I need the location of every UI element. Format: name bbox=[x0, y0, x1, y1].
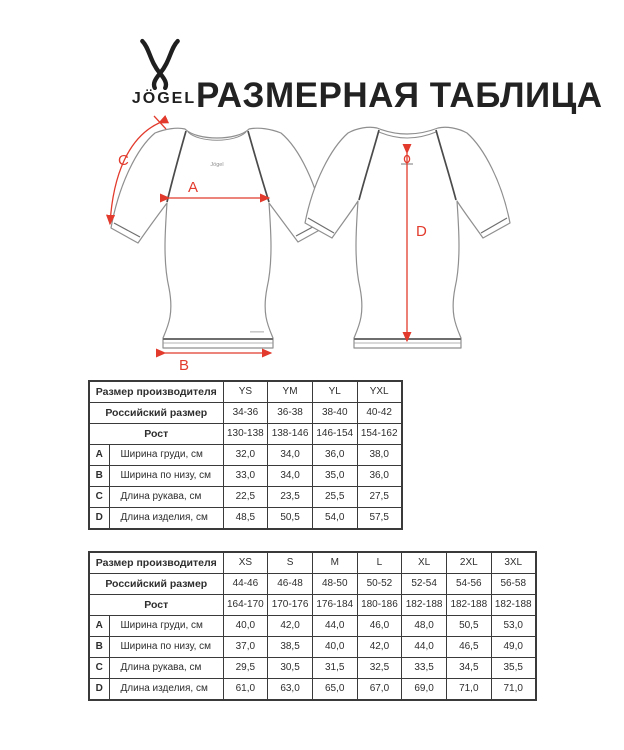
measure-value-cell: 57,5 bbox=[357, 508, 402, 530]
size-table-youth bbox=[88, 380, 403, 530]
measure-value-cell: 54,0 bbox=[312, 508, 357, 530]
header-value-cell: 182-188 bbox=[491, 595, 536, 616]
header-value-cell: 180-186 bbox=[357, 595, 402, 616]
header-value-cell: YXL bbox=[357, 381, 402, 403]
measure-value-cell: 40,0 bbox=[312, 637, 357, 658]
measure-value-cell: 34,0 bbox=[268, 466, 313, 487]
measure-value-cell: 34,5 bbox=[446, 658, 491, 679]
measure-value-cell: 33,5 bbox=[402, 658, 447, 679]
header-value-cell: 34-36 bbox=[223, 403, 268, 424]
header-value-cell: L bbox=[357, 552, 402, 574]
page-title: РАЗМЕРНАЯ ТАБЛИЦА bbox=[196, 76, 603, 116]
measure-label-B: B bbox=[179, 357, 190, 374]
header-value-cell: 48-50 bbox=[312, 574, 357, 595]
header-value-cell: 50-52 bbox=[357, 574, 402, 595]
measure-label-cell: Ширина груди, см bbox=[109, 616, 223, 637]
brand-wordmark: JÖGEL bbox=[131, 90, 197, 107]
header-row-label: Размер производителя bbox=[89, 552, 223, 574]
measure-letter-cell: A bbox=[89, 616, 109, 637]
measure-value-cell: 42,0 bbox=[357, 637, 402, 658]
header-value-cell: 176-184 bbox=[312, 595, 357, 616]
header-value-cell: 146-154 bbox=[312, 424, 357, 445]
hem-watermark bbox=[250, 331, 264, 333]
header-value-cell: 170-176 bbox=[268, 595, 313, 616]
measure-row bbox=[89, 679, 536, 701]
measure-value-cell: 30,5 bbox=[268, 658, 313, 679]
measure-label-A: A bbox=[188, 179, 199, 196]
measure-value-cell: 46,5 bbox=[446, 637, 491, 658]
measure-letter-cell: C bbox=[89, 487, 109, 508]
header-row bbox=[89, 574, 536, 595]
header-value-cell: 36-38 bbox=[268, 403, 313, 424]
measure-value-cell: 44,0 bbox=[402, 637, 447, 658]
measure-tick-C bbox=[154, 116, 166, 129]
measure-value-cell: 48,0 bbox=[402, 616, 447, 637]
measure-letter-cell: B bbox=[89, 466, 109, 487]
header-value-cell: 2XL bbox=[446, 552, 491, 574]
measure-label-C: C bbox=[118, 152, 129, 169]
measure-value-cell: 35,0 bbox=[312, 466, 357, 487]
header-value-cell: 54-56 bbox=[446, 574, 491, 595]
measure-value-cell: 50,5 bbox=[446, 616, 491, 637]
header-value-cell: 56-58 bbox=[491, 574, 536, 595]
header-value-cell: YS bbox=[223, 381, 268, 403]
measure-row bbox=[89, 487, 402, 508]
shirt-chest-logo: Jögel bbox=[210, 162, 224, 168]
measure-value-cell: 35,5 bbox=[491, 658, 536, 679]
measure-label-cell: Длина рукава, см bbox=[109, 658, 223, 679]
measure-label-cell: Ширина груди, см bbox=[109, 445, 223, 466]
header-value-cell: XL bbox=[402, 552, 447, 574]
measure-value-cell: 61,0 bbox=[223, 679, 268, 701]
measure-label-cell: Длина изделия, см bbox=[109, 679, 223, 701]
measure-row bbox=[89, 637, 536, 658]
header-value-cell: XS bbox=[223, 552, 268, 574]
header-row-label: Российский размер bbox=[89, 574, 223, 595]
header-row-label: Рост bbox=[89, 595, 223, 616]
measure-row bbox=[89, 616, 536, 637]
measure-letter-cell: D bbox=[89, 679, 109, 701]
measure-value-cell: 50,5 bbox=[268, 508, 313, 530]
header-value-cell: 38-40 bbox=[312, 403, 357, 424]
header-value-cell: 154-162 bbox=[357, 424, 402, 445]
header-value-cell: 164-170 bbox=[223, 595, 268, 616]
header-row bbox=[89, 595, 536, 616]
measure-value-cell: 32,5 bbox=[357, 658, 402, 679]
shirt-front-view bbox=[111, 128, 325, 348]
header-value-cell: YL bbox=[312, 381, 357, 403]
measure-value-cell: 25,5 bbox=[312, 487, 357, 508]
header-value-cell: 44-46 bbox=[223, 574, 268, 595]
measure-label-D: D bbox=[416, 223, 427, 240]
measure-value-cell: 36,0 bbox=[357, 466, 402, 487]
measure-label-cell: Длина рукава, см bbox=[109, 487, 223, 508]
header-value-cell: 46-48 bbox=[268, 574, 313, 595]
header-value-cell: 138-146 bbox=[268, 424, 313, 445]
header-row bbox=[89, 403, 402, 424]
header-value-cell: 52-54 bbox=[402, 574, 447, 595]
measure-value-cell: 42,0 bbox=[268, 616, 313, 637]
header-row-label: Рост bbox=[89, 424, 223, 445]
measure-value-cell: 31,5 bbox=[312, 658, 357, 679]
measure-value-cell: 65,0 bbox=[312, 679, 357, 701]
size-table-adult bbox=[88, 551, 537, 701]
measure-value-cell: 44,0 bbox=[312, 616, 357, 637]
header-value-cell: 182-188 bbox=[402, 595, 447, 616]
header-value-cell: 3XL bbox=[491, 552, 536, 574]
header-value-cell: 40-42 bbox=[357, 403, 402, 424]
measure-letter-cell: A bbox=[89, 445, 109, 466]
measure-letter-cell: B bbox=[89, 637, 109, 658]
measure-letter-cell: C bbox=[89, 658, 109, 679]
measure-row bbox=[89, 445, 402, 466]
header-value-cell: 130-138 bbox=[223, 424, 268, 445]
measure-row bbox=[89, 508, 402, 530]
jogel-emblem-icon bbox=[132, 38, 188, 90]
shirt-measurement-diagram bbox=[85, 112, 545, 378]
measure-value-cell: 34,0 bbox=[268, 445, 313, 466]
header-value-cell: 182-188 bbox=[446, 595, 491, 616]
measure-value-cell: 71,0 bbox=[491, 679, 536, 701]
measure-value-cell: 37,0 bbox=[223, 637, 268, 658]
measure-value-cell: 46,0 bbox=[357, 616, 402, 637]
measure-value-cell: 48,5 bbox=[223, 508, 268, 530]
header-row-label: Российский размер bbox=[89, 403, 223, 424]
measure-value-cell: 53,0 bbox=[491, 616, 536, 637]
measure-label-cell: Ширина по низу, см bbox=[109, 466, 223, 487]
measure-value-cell: 23,5 bbox=[268, 487, 313, 508]
header-row bbox=[89, 381, 402, 403]
measure-value-cell: 40,0 bbox=[223, 616, 268, 637]
header-value-cell: M bbox=[312, 552, 357, 574]
measure-value-cell: 63,0 bbox=[268, 679, 313, 701]
measure-value-cell: 69,0 bbox=[402, 679, 447, 701]
measure-label-cell: Ширина по низу, см bbox=[109, 637, 223, 658]
measure-value-cell: 33,0 bbox=[223, 466, 268, 487]
measure-value-cell: 38,5 bbox=[268, 637, 313, 658]
measure-label-cell: Длина изделия, см bbox=[109, 508, 223, 530]
header-row-label: Размер производителя bbox=[89, 381, 223, 403]
header-value-cell: S bbox=[268, 552, 313, 574]
measure-value-cell: 71,0 bbox=[446, 679, 491, 701]
measure-value-cell: 38,0 bbox=[357, 445, 402, 466]
header-value-cell: YM bbox=[268, 381, 313, 403]
header-row bbox=[89, 552, 536, 574]
measure-value-cell: 27,5 bbox=[357, 487, 402, 508]
measure-value-cell: 32,0 bbox=[223, 445, 268, 466]
measure-letter-cell: D bbox=[89, 508, 109, 530]
measure-value-cell: 29,5 bbox=[223, 658, 268, 679]
measure-row bbox=[89, 466, 402, 487]
measure-value-cell: 67,0 bbox=[357, 679, 402, 701]
measure-row bbox=[89, 658, 536, 679]
measure-value-cell: 36,0 bbox=[312, 445, 357, 466]
header-row bbox=[89, 424, 402, 445]
measure-value-cell: 49,0 bbox=[491, 637, 536, 658]
measure-value-cell: 22,5 bbox=[223, 487, 268, 508]
